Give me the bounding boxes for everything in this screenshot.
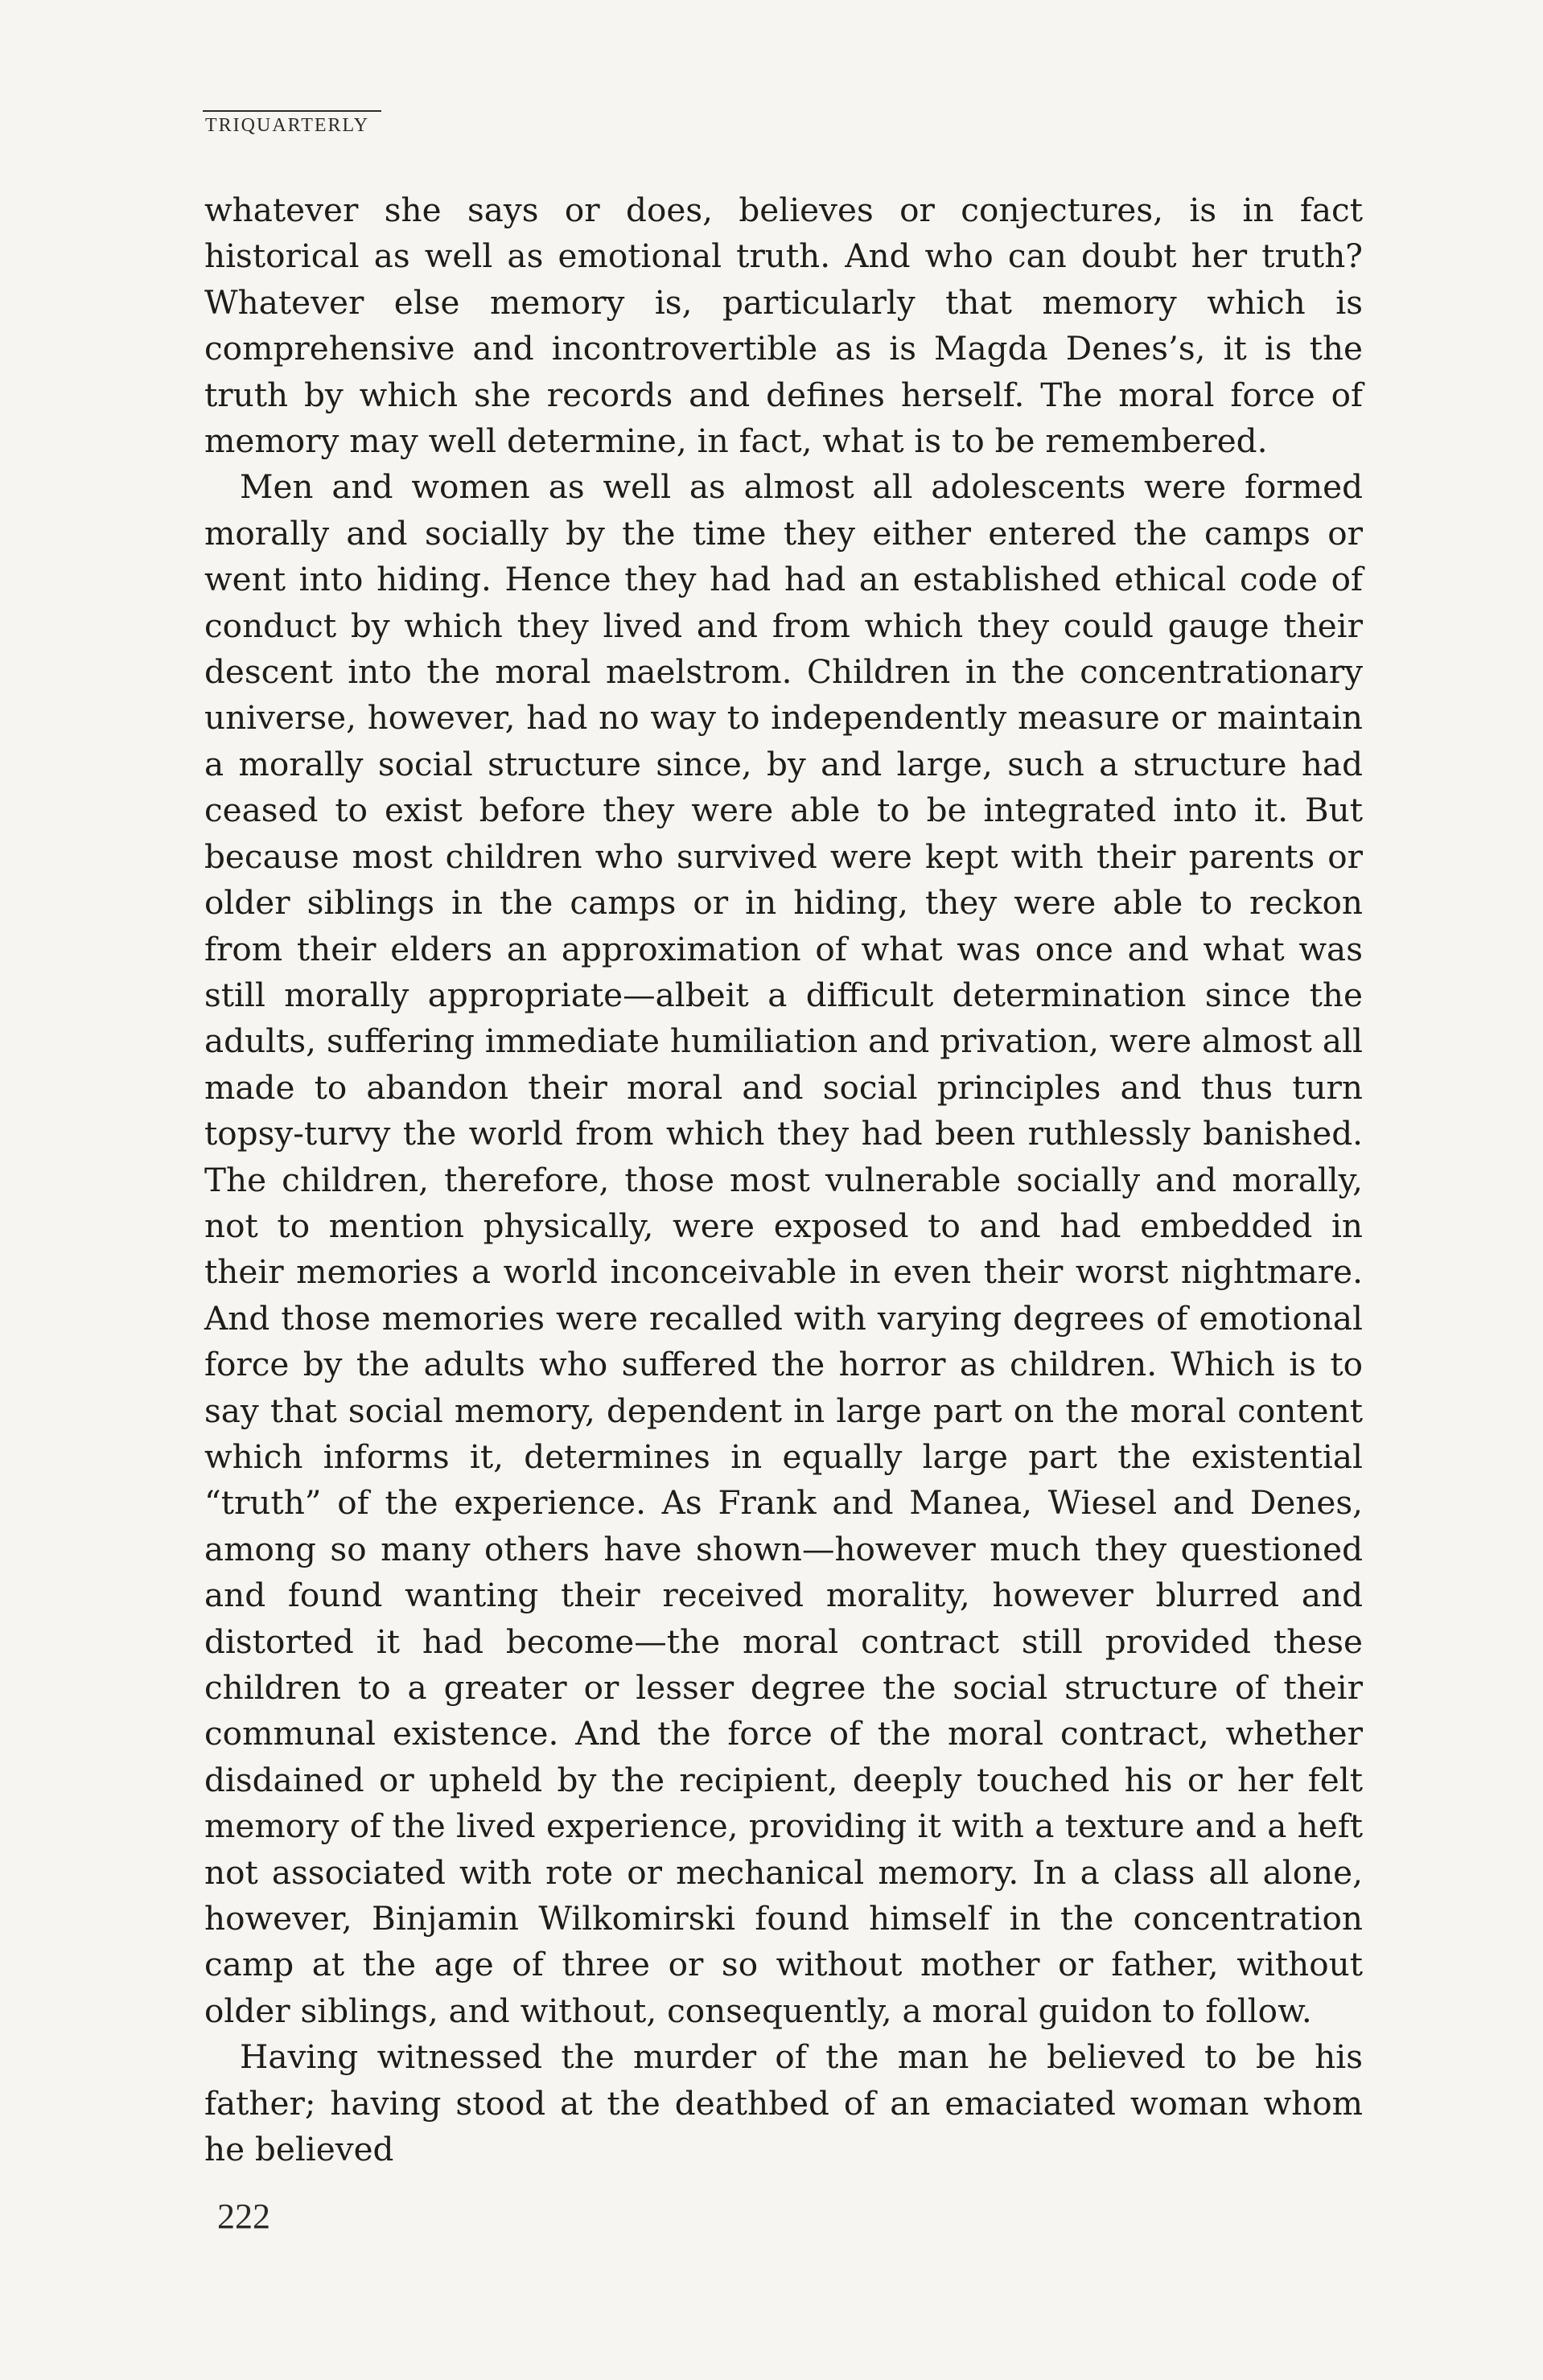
paragraph-2: Men and women as well as almost all adolescents were formed morally and socially by the time they either entered the camps or went into hiding. Hence they had had an established ethical code of conduct by which they lived and from which they could gauge their descent into the moral maelstrom. Children in the concentrationary universe, however, had no way to independently measure or maintain a morally social structure since, by and large, such a structure had ceased to exist before they were able to be integrated into it. But because most children who survived were kept with their parents or older siblings in the camps or in hiding, they were able to reckon from their elders an approximation of what was once and what was still morally appropriate—albeit a difficult determination since the adults, suffering immediate humiliation and privation, were almost all made to abandon their moral and social principles and thus turn topsy-turvy the world from which they had been ruthlessly banished. The children, therefore, those most vulnerable socially and morally, not to mention physically, were exposed to and had embedded in their memories a world inconceivable in even their worst nightmare. And those memories were recalled with varying degrees of emotional force by the adults who suffered the horror as children. Which is to say that social memory, dependent in large part on the moral content which informs it, determines in equally large part the existential “truth” of the experience. As Frank and Manea, Wiesel and Denes, among so many others have shown—however much they questioned and found wanting their received morality, however blurred and distorted it had become—the moral contract still provided these children to a greater or lesser degree the social structure of their communal existence. And the force of the moral contract, whether disdained or upheld by the recipient, deeply touched his or her felt memory of the lived experience, providing it with a texture and a heft not associated with rote or mechanical memory. In a class all alone, however, Binjamin Wilkomirski found himself in the concentration camp at the age of three or so without mother or father, without older siblings, and without, consequently, a moral guidon to follow. <box>204 467 1363 2030</box>
paragraph-3: Having witnessed the murder of the man he believed to be his father; having stood at the deathbed of an emaciated woman whom he believed <box>204 2037 1363 2169</box>
article-body <box>204 187 1363 2172</box>
paragraph-1: whatever she says or does, believes or conjectures, is in fact historical as well as emotional truth. And who can doubt her truth? Whatever else memory is, particularly that memory which is comprehensive and incontrovertible as is Magda Denes’s, it is the truth by which she records and defines herself. The moral force of memory may well determine, in fact, what is to be remembered. <box>204 191 1363 461</box>
page-number: 222 <box>217 2197 270 2236</box>
running-head-rule <box>203 110 381 112</box>
running-head: TRIQUARTERLY <box>205 115 370 136</box>
